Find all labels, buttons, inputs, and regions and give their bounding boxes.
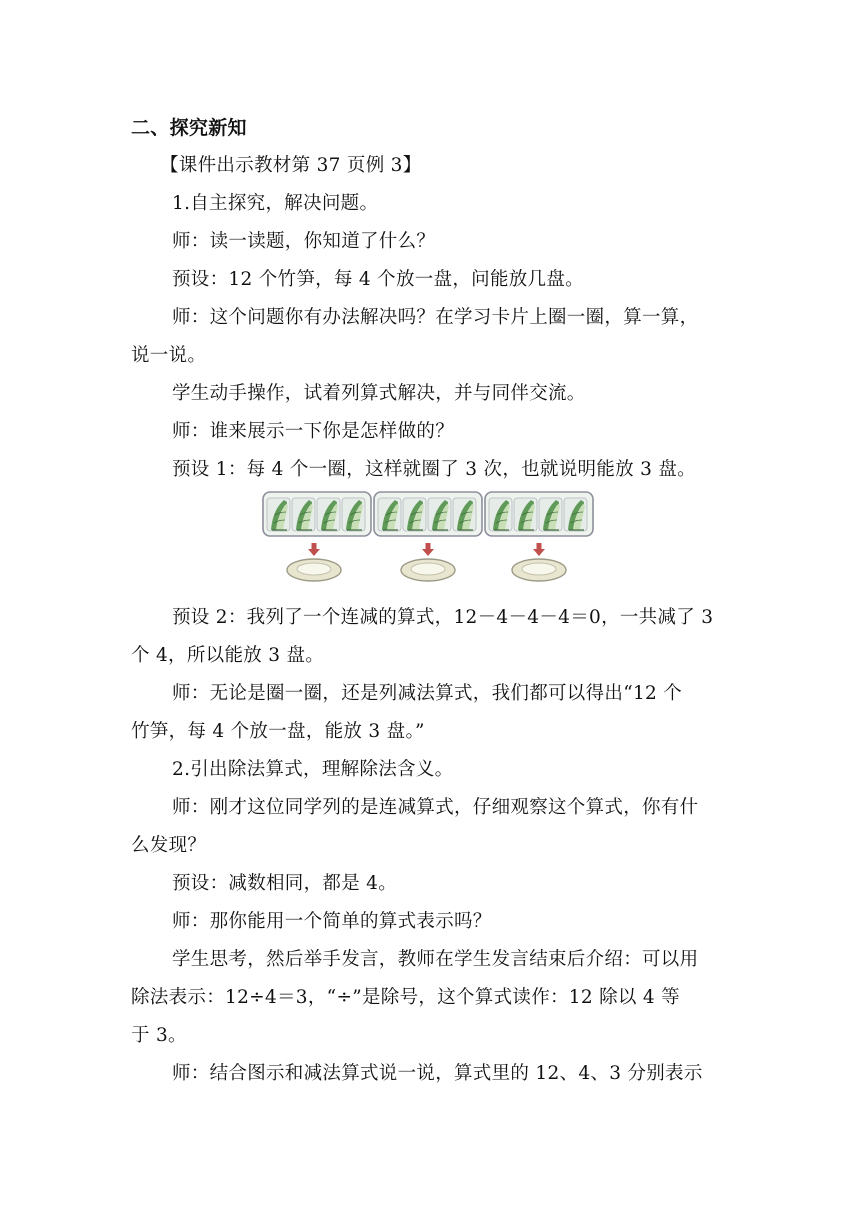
bamboo-shoot-icon: [267, 498, 290, 531]
paragraph-line: 师：读一读题，你知道了什么？: [172, 231, 436, 252]
paragraph-line: 预设 2：我列了一个连减的算式，12－4－4－4＝0，一共减了 3: [172, 607, 714, 628]
paragraph-line: 1.自主探究，解决问题。: [172, 193, 379, 214]
down-arrow-icon: [533, 543, 545, 556]
down-arrow-icon: [422, 543, 434, 556]
paragraph-line: 竹笋，每 4 个放一盘，能放 3 盘。”: [131, 721, 425, 742]
paragraph-line: 学生思考，然后举手发言，教师在学生发言结束后介绍：可以用: [172, 949, 699, 970]
bamboo-shoot-icon: [428, 498, 451, 531]
bamboo-shoot-icon: [403, 498, 426, 531]
bamboo-shoot-icon: [378, 498, 401, 531]
paragraph-line: 师：刚才这位同学列的是连减算式，仔细观察这个算式，你有什: [172, 797, 699, 818]
paragraph-line: 预设：12 个竹笋，每 4 个放一盘，问能放几盘。: [172, 269, 584, 290]
paragraph-line: 师：无论是圈一圈，还是列减法算式，我们都可以得出“12 个: [172, 683, 683, 704]
paragraph-line: 于 3。: [131, 1025, 187, 1046]
paragraph-line: 个 4，所以能放 3 盘。: [131, 645, 325, 666]
plate-icon: [401, 559, 455, 581]
down-arrow-icon: [308, 543, 320, 556]
bamboo-plates-figure: [262, 490, 602, 586]
bamboo-shoot-icon: [292, 498, 315, 531]
bamboo-shoot-icon: [453, 498, 476, 531]
paragraph-line: 除法表示：12÷4＝3，“÷”是除号，这个算式读作：12 除以 4 等: [131, 987, 680, 1008]
paragraph-line: 学生动手操作，试着列算式解决，并与同伴交流。: [172, 383, 586, 404]
section-heading: 二、探究新知: [131, 117, 247, 139]
bamboo-shoot-icon: [317, 498, 340, 531]
bamboo-shoot-icon: [342, 498, 365, 531]
paragraph-line: 预设：减数相同，都是 4。: [172, 873, 398, 894]
paragraph-line: 么发现？: [131, 835, 207, 856]
paragraph-line: 师：那你能用一个简单的算式表示吗？: [172, 911, 492, 932]
paragraph-line: 预设 1：每 4 个一圈，这样就圈了 3 次，也就说明能放 3 盘。: [172, 459, 696, 480]
bamboo-shoot-icon: [564, 498, 587, 531]
bamboo-shoot-icon: [514, 498, 537, 531]
bamboo-shoot-icon: [539, 498, 562, 531]
paragraph-line: 2.引出除法算式，理解除法含义。: [172, 759, 454, 780]
paragraph-line: 【课件出示教材第 37 页例 3】: [160, 155, 422, 176]
paragraph-line: 师：结合图示和减法算式说一说，算式里的 12、4、3 分别表示: [172, 1063, 703, 1084]
paragraph-line: 师：谁来展示一下你是怎样做的？: [172, 421, 455, 442]
paragraph-line: 师：这个问题你有办法解决吗？在学习卡片上圈一圈，算一算，: [172, 307, 699, 328]
plate-icon: [512, 559, 566, 581]
plate-icon: [287, 559, 341, 581]
bamboo-shoot-icon: [489, 498, 512, 531]
paragraph-line: 说一说。: [131, 345, 207, 366]
